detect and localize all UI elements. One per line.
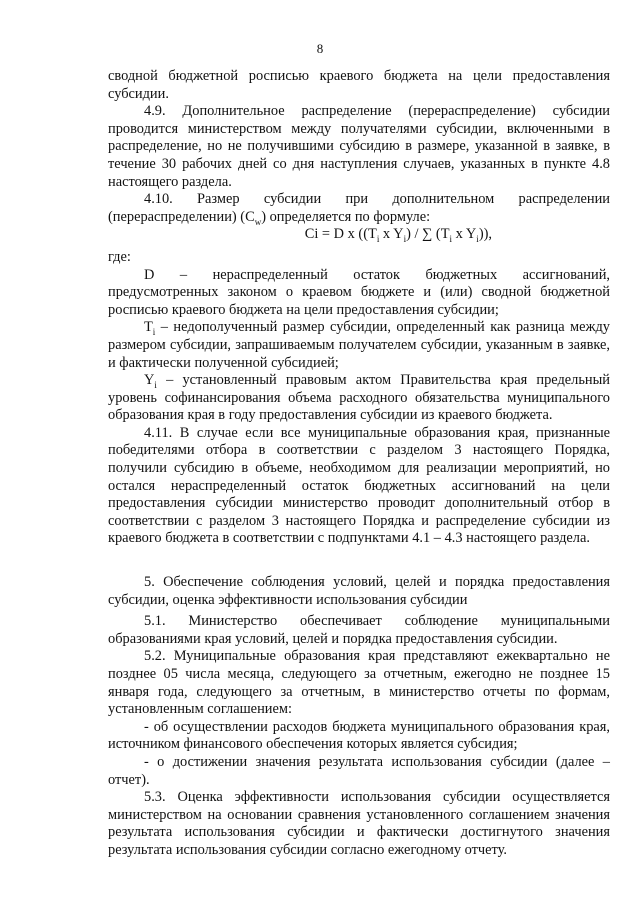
definition-t-symbol: T (144, 319, 153, 336)
subsidy-formula (108, 226, 610, 244)
definition-t-text: – недополученный размер субсидии, определенный как разница между размером субсидии, запрашиваемым получателем субсидии, указанным в заявке, и фактически полученной субсидией; (108, 319, 610, 371)
definition-y-symbol: Y (144, 372, 155, 389)
paragraph-5-3: 5.3. Оценка эффективности использования субсидии осуществляется министерством на основании сравнения установленного соглашением значения результата использования субсидии и фактически достигнутого значения результата использования субсидии согласно ежегодному отчету. (108, 789, 610, 858)
subscript-w: w (254, 216, 262, 227)
definition-y-subscript: i (154, 379, 157, 390)
formula-sub-3: i (449, 234, 453, 245)
page-content (108, 68, 610, 860)
paragraph-4-9: 4.9. Дополнительное распределение (перераспределение) субсидии проводится министерством между получателями субсидии, включенными в распределение, но не получившими субсидию в размере, указанной в заявке, в течение 30 рабочих дней со дня наступления случаев, указанных в пункте 4.8 настоящего раздела. (108, 103, 610, 190)
paragraph-continuation: сводной бюджетной росписью краевого бюджета на цели предоставления субсидии. (108, 68, 610, 102)
paragraph-5-2: 5.2. Муниципальные образования края представляют ежеквартально не позднее 05 числа месяца, следующего за отчетным, ежегодно не позднее 15 января года, следующего за отчетным, в министерство отчеты по формам, установленным соглашением: (108, 648, 610, 718)
formula-part-e: )), (478, 226, 492, 243)
formula-sub-2: i (403, 234, 407, 245)
bullet-expenses-report: - об осуществлении расходов бюджета муниципального образования края, источником финансового обеспечения которых является субсидия; (108, 718, 610, 753)
definition-y-text: – установленный правовым актом Правительства края предельный уровень софинансирования объема расходного обязательства муниципального образования края в году предоставления субсидии из краевого бюджета. (108, 372, 610, 424)
definition-t-subscript: i (152, 327, 156, 338)
formula-sub-4: i (476, 234, 479, 245)
formula-sub-1: i (376, 234, 380, 245)
paragraph-4-10-text-a: 4.10. Размер субсидии при дополнительном распределении (перераспределении) (C (108, 191, 610, 225)
formula-part-d: x Y (452, 226, 477, 243)
paragraph-4-10 (108, 191, 610, 226)
where-label: где: (108, 248, 131, 265)
page-number: 8 (316, 41, 324, 56)
paragraph-5-1: 5.1. Министерство обеспечивает соблюдение муниципальными образованиями края условий, целей и порядка предоставления субсидии. (108, 613, 610, 647)
definition-y (108, 372, 610, 425)
paragraph-4-10-text-b: ) определяется по формуле: (261, 208, 431, 225)
bullet-result-report: - о достижении значения результата использования субсидии (далее – отчет). (108, 753, 610, 788)
formula-part-c: ) / ∑ (T (406, 226, 450, 243)
definition-t (108, 319, 610, 372)
section-gap (108, 548, 610, 574)
paragraph-4-11: 4.11. В случае если все муниципальные образования края, признанные победителями отбора в соответствии с разделом 3 настоящего Порядка, получили субсидию в объеме, необходимом для реализации мероприятий, но остался нераспределенный остаток бюджетных ассигнований на цели предоставления субсидии министерство проводит дополнительный отбор в соответствии с разделом 3 настоящего Порядка и распределение субсидии из краевого бюджета в соответствии с подпунктами 4.1 – 4.3 настоящего раздела. (108, 424, 610, 547)
formula-part-b: x Y (379, 226, 404, 243)
formula-part-a: Ci = D x ((T (304, 226, 377, 243)
definition-d: D – нераспределенный остаток бюджетных ассигнований, предусмотренных законом о краевом бюджете и (или) сводной бюджетной росписью краевого бюджета на цели предоставления субсидии; (108, 266, 610, 318)
section-5-heading: 5. Обеспечение соблюдения условий, целей и порядка предоставления субсидии, оценка эффективности использования субсидии (108, 574, 610, 608)
